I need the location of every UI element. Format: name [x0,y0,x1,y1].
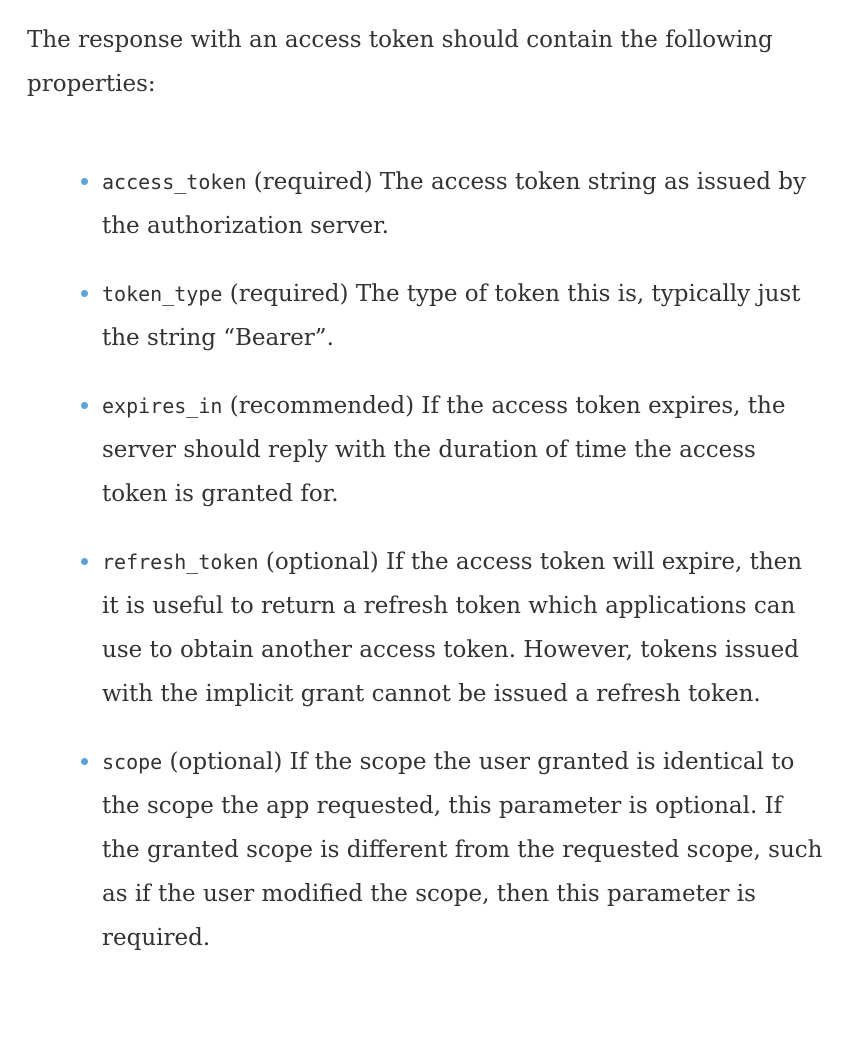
list-item [102,272,825,360]
property-description: (optional) If the access token will expire, then it is useful to return a refresh token which applications can use to obtain another access token. However, tokens issued with the implicit grant cannot be issued a refresh token. [102,549,803,707]
properties-list [27,160,825,960]
property-description: (recommended) If the access token expires, the server should reply with the duration of time the access token is granted for. [102,393,786,507]
list-item [102,160,825,248]
property-description: (optional) If the scope the user granted is identical to the scope the app requested, this parameter is optional. If the granted scope is different from the requested scope, such as if the user modified the scope, then this parameter is required. [102,749,823,951]
list-item [102,740,825,960]
property-name: scope [102,750,163,774]
property-description: (required) The type of token this is, typically just the string “Bearer”. [102,281,801,351]
list-item [102,540,825,716]
intro-paragraph: The response with an access token should contain the following properties: [27,27,773,97]
property-name: expires_in [102,394,223,418]
property-description: (required) The access token string as issued by the authorization server. [102,169,806,239]
list-item [102,384,825,516]
property-name: refresh_token [102,550,259,574]
property-name: token_type [102,282,223,306]
property-name: access_token [102,170,247,194]
